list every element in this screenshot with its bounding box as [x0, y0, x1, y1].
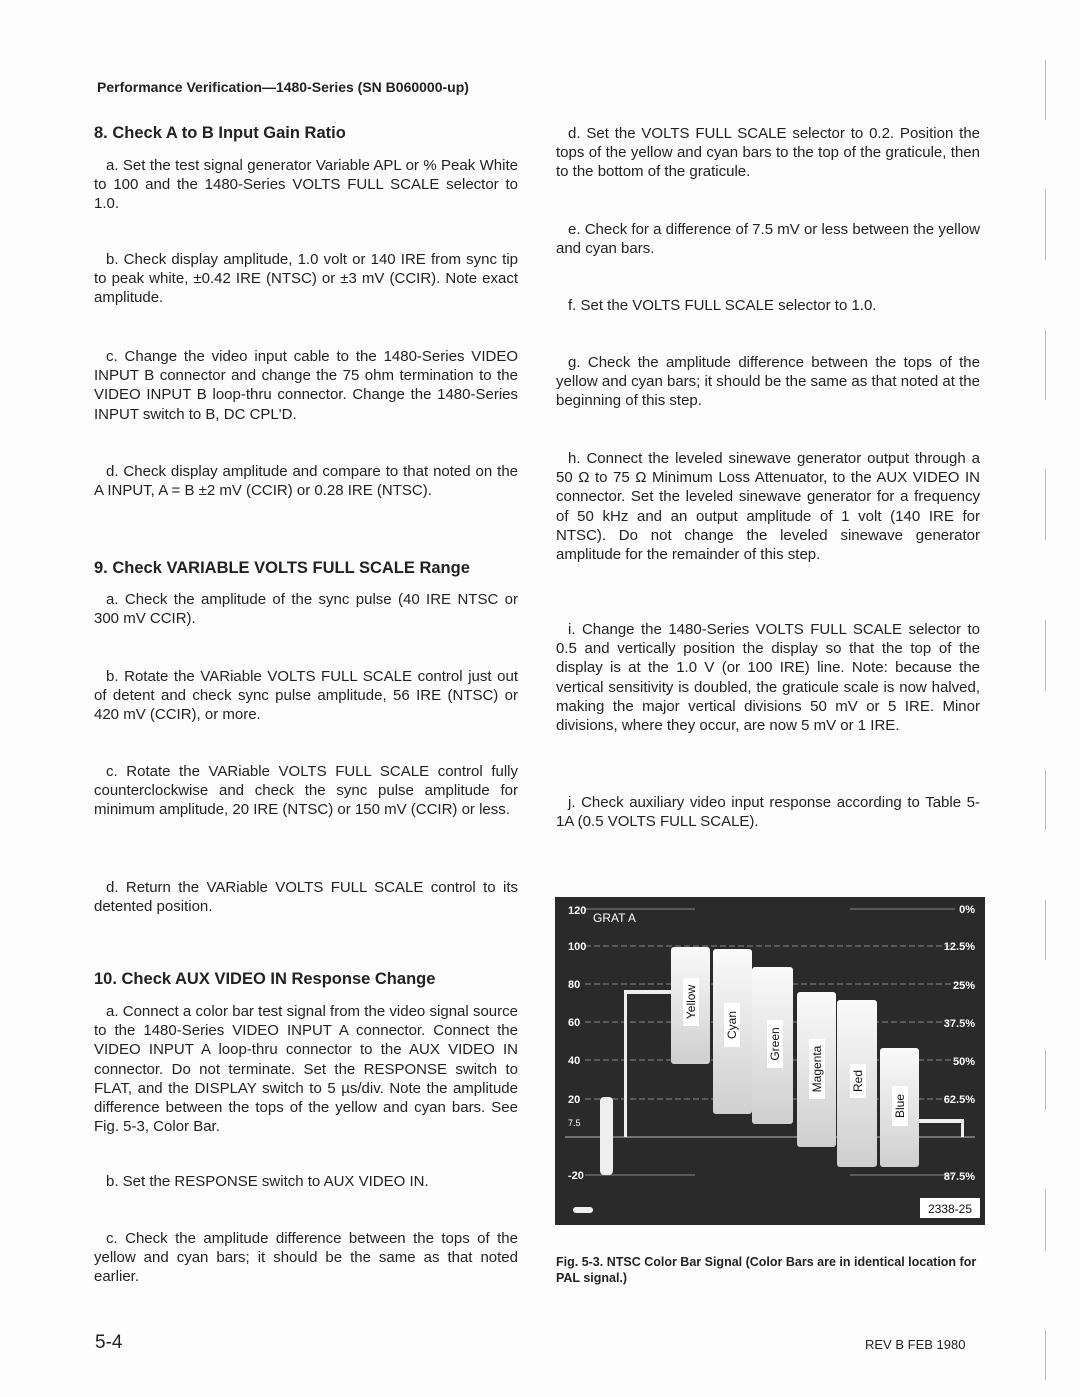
paragraph: b. Rotate the VARiable VOLTS FULL SCALE control just out of detent and check sync pulse amplitude, 56 IRE (NTSC) or 420 mV (CCIR), or more. — [94, 668, 518, 724]
scan-edge-mark — [1042, 1330, 1046, 1380]
scale-7-5: 7.5 — [568, 1118, 581, 1128]
bar-label-magenta: Magenta — [810, 1045, 824, 1093]
paragraph: f. Set the VOLTS FULL SCALE selector to 1.0. — [568, 297, 877, 314]
paragraph: i. Change the 1480-Series VOLTS FULL SCALE selector to 0.5 and vertically position the display so that the top of the display is at the 1.0 V (or 100 IRE) line. Note: because the vertical sensitivity is doubled, the graticule scale is now halved, making the major vertical divisions 50 mV or 5 IRE. Minor divisions, where they occur, are now 5 mV or 1 IRE. — [556, 621, 980, 735]
figure-caption: Fig. 5-3. NTSC Color Bar Signal (Color Bars are in identical location for PAL signal.) — [556, 1255, 977, 1285]
paragraph: g. Check the amplitude difference between the tops of the yellow and cyan bars; it should be the same as that noted at the beginning of this step. — [556, 354, 980, 410]
pct-25: 25% — [952, 980, 975, 992]
scale-100: 100 — [568, 941, 587, 953]
scan-edge-mark — [1042, 1190, 1046, 1250]
scale-80: 80 — [568, 979, 581, 991]
graticule-label: GRAT A — [593, 911, 636, 925]
paragraph: d. Return the VARiable VOLTS FULL SCALE control to its detented position. — [94, 879, 518, 916]
bar-label-red: Red — [851, 1069, 865, 1093]
scan-edge-mark — [1042, 900, 1046, 960]
pct-0: 0% — [959, 904, 975, 916]
paragraph: a. Check the amplitude of the sync pulse (40 IRE NTSC or 300 mV CCIR). — [94, 591, 518, 628]
section-8-title: 8. Check A to B Input Gain Ratio — [94, 124, 346, 142]
bar-label-yellow: Yellow — [684, 984, 698, 1020]
waveform-trace — [573, 947, 964, 1213]
bar-label-cyan: Cyan — [725, 1010, 739, 1040]
scale-120: 120 — [568, 905, 587, 917]
paragraph: j. Check auxiliary video input response according to Table 5-1A (0.5 VOLTS FULL SCALE). — [556, 794, 980, 831]
pct-50: 50% — [952, 1056, 975, 1068]
paragraph: a. Connect a color bar test signal from the video signal source to the 1480-Series VIDEO INPUT A connector. Connect the VIDEO INPUT A loop-thru connector to the AUX VIDEO IN connector. Do not terminate. Set the RESPONSE switch to FLAT, and the DISPLAY switch to 5 µs/div. Note the amplitude difference between the tops of the yellow and cyan bars. See Fig. 5-3, Color Bar. — [94, 1003, 518, 1136]
scan-edge-mark — [1042, 770, 1046, 830]
paragraph: e. Check for a difference of 7.5 mV or less between the yellow and cyan bars. — [556, 221, 980, 258]
scan-edge-mark — [1042, 1050, 1046, 1110]
paragraph: d. Set the VOLTS FULL SCALE selector to 0.2. Position the tops of the yellow and cyan bars to the top of the graticule, then to the bottom of the graticule. — [556, 125, 980, 181]
paragraph: c. Check the amplitude difference between the tops of the yellow and cyan bars; it should be the same as that noted earlier. — [94, 1230, 518, 1286]
section-10-title: 10. Check AUX VIDEO IN Response Change — [94, 970, 436, 988]
scale-minus-20: -20 — [568, 1170, 584, 1182]
paragraph: c. Change the video input cable to the 1480-Series VIDEO INPUT B connector and change the 75 ohm termination to the VIDEO INPUT B loop-thru connector. Change the 1480-Series INPUT switch to B, DC CPL'D. — [94, 348, 518, 423]
pct-62-5: 62.5% — [943, 1094, 975, 1106]
scale-20: 20 — [568, 1094, 581, 1106]
paragraph: b. Check display amplitude, 1.0 volt or 140 IRE from sync tip to peak white, ±0.42 IRE (NTSC) or ±3 mV (CCIR). Note exact amplitude. — [94, 251, 518, 307]
pct-37-5: 37.5% — [943, 1018, 975, 1030]
scan-edge-mark — [1042, 60, 1046, 120]
bar-label-blue: Blue — [893, 1093, 907, 1119]
paragraph: h. Connect the leveled sinewave generator output through a 50 Ω to 75 Ω Minimum Loss Attenuator, to the AUX VIDEO IN connector. Set the leveled sinewave generator for a frequency of 50 kHz and an output amplitude of 1 volt (140 IRE for NTSC). Do not change the leveled sinewave generator amplitude for the remainder of this step. — [556, 450, 980, 564]
pct-12-5: 12.5% — [943, 941, 975, 953]
paragraph: a. Set the test signal generator Variable APL or % Peak White to 100 and the 1480-Series VOLTS FULL SCALE selector to 1.0. — [94, 157, 518, 213]
running-header: Performance Verification—1480-Series (SN B060000-up) — [97, 79, 469, 95]
paragraph: b. Set the RESPONSE switch to AUX VIDEO IN. — [106, 1173, 429, 1190]
scale-60: 60 — [568, 1017, 581, 1029]
scan-edge-mark — [1042, 330, 1046, 400]
bar-label-green: Green — [768, 1027, 782, 1061]
figure-id: 2338-25 — [927, 1202, 973, 1216]
scan-edge-mark — [1042, 190, 1046, 260]
paragraph: c. Rotate the VARiable VOLTS FULL SCALE control fully counterclockwise and check the sync pulse amplitude for minimum amplitude, 20 IRE (NTSC) or 150 mV (CCIR) or less. — [94, 763, 518, 819]
paragraph: d. Check display amplitude and compare to that noted on the A INPUT, A = B ±2 mV (CCIR) or 0.28 IRE (NTSC). — [94, 463, 518, 500]
page-number: 5-4 — [95, 1332, 123, 1353]
scan-edge-mark — [1042, 470, 1046, 540]
scale-40: 40 — [568, 1055, 581, 1067]
pct-87-5: 87.5% — [943, 1171, 975, 1183]
color-bar-waveform-photo — [555, 897, 985, 1225]
section-9-title: 9. Check VARIABLE VOLTS FULL SCALE Range — [94, 559, 470, 577]
scan-edge-mark — [1042, 620, 1046, 690]
revision-date: REV B FEB 1980 — [865, 1337, 966, 1352]
